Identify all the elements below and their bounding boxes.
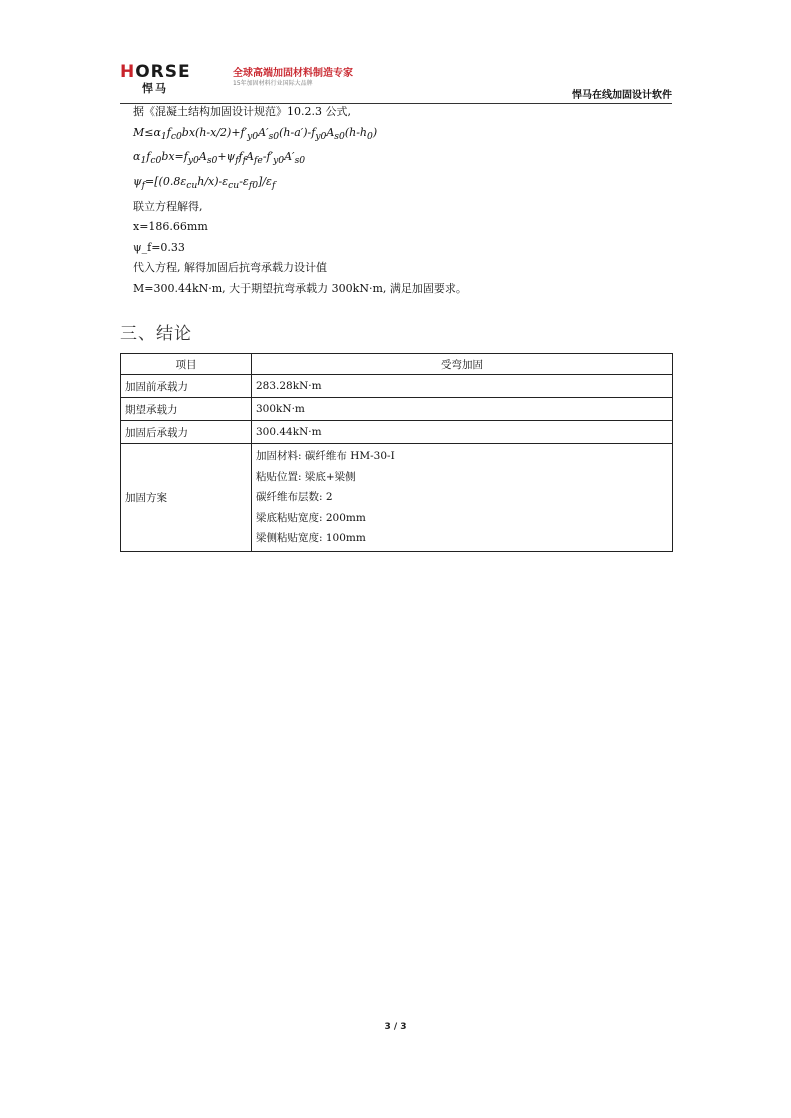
plan-bottom-width: 梁底粘贴宽度: 200mm bbox=[256, 511, 366, 524]
row-label: 期望承载力 bbox=[121, 398, 252, 421]
table-row bbox=[121, 421, 673, 444]
row-value: 283.28kN·m bbox=[252, 375, 673, 398]
calc-line-moment-formula: $M\le\alpha_1f_{c0}bx(h-x/2)+f'_{y0}A'_{s0}(h-a')-f_{y0}A_{s0}(h-h_0)$ bbox=[133, 125, 378, 142]
calc-line-force-balance: $\alpha_1f_{c0}bx=f_{y0}A_{s0}+\psi_ff_fA_{fe}-f'_{y0}A'_{s0}$ bbox=[133, 150, 306, 167]
company-slogan: 全球高端加固材料制造专家 bbox=[233, 68, 353, 79]
calc-line-conclusion: M=300.44kN·m, 大于期望抗弯承载力 300kN·m, 满足加固要求。 bbox=[133, 281, 467, 295]
calc-line-substitute: 代入方程, 解得加固后抗弯承载力设计值 bbox=[133, 261, 327, 275]
table-row bbox=[121, 398, 673, 421]
calc-line-psi-formula: $\psi_f=[(0.8\varepsilon_{cu}h/x)-\varepsilon_{cu}-\varepsilon_{f0}]/\varepsilon_f$ bbox=[133, 174, 276, 192]
company-subslogan: 15年加固材料行业国际大品牌 bbox=[233, 80, 313, 87]
row-label: 加固前承载力 bbox=[121, 375, 252, 398]
row-value: 300kN·m bbox=[252, 398, 673, 421]
plan-material: 加固材料: 碳纤维布 HM-30-I bbox=[256, 450, 395, 462]
page-number: 3 / 3 bbox=[384, 1022, 407, 1032]
section-title-conclusion: 三、结论 bbox=[120, 324, 192, 344]
table-header-item: 项目 bbox=[121, 354, 252, 375]
table-header-row bbox=[121, 354, 673, 375]
row-label: 加固后承载力 bbox=[121, 421, 252, 444]
table-header-flexural: 受弯加固 bbox=[252, 354, 673, 375]
plan-side-width: 梁侧粘贴宽度: 100mm bbox=[256, 532, 366, 544]
conclusion-table bbox=[120, 353, 673, 552]
software-title: 悍马在线加固设计软件 bbox=[572, 90, 672, 101]
plan-layers: 碳纤维布层数: 2 bbox=[256, 491, 333, 503]
plan-details bbox=[252, 444, 673, 552]
page-header bbox=[120, 62, 672, 102]
table-row-plan bbox=[121, 444, 673, 552]
row-label-plan: 加固方案 bbox=[121, 444, 252, 552]
calculation-block bbox=[133, 102, 663, 299]
calc-line-x-result: x=186.66mm bbox=[133, 220, 208, 234]
logo-letters-rest: ORSE bbox=[135, 62, 191, 82]
logo-chinese: 悍马 bbox=[142, 82, 168, 95]
calc-line-solve: 联立方程解得, bbox=[133, 199, 203, 213]
table-row bbox=[121, 375, 673, 398]
horse-logo bbox=[120, 62, 220, 98]
row-value: 300.44kN·m bbox=[252, 421, 673, 444]
logo-letter-h: H bbox=[120, 62, 136, 82]
calc-line-psi-result: ψ_f=0.33 bbox=[133, 240, 185, 254]
plan-position: 粘贴位置: 梁底+梁侧 bbox=[256, 470, 356, 483]
calc-line-code-ref: 据《混凝土结构加固设计规范》10.2.3 公式, bbox=[133, 105, 351, 118]
